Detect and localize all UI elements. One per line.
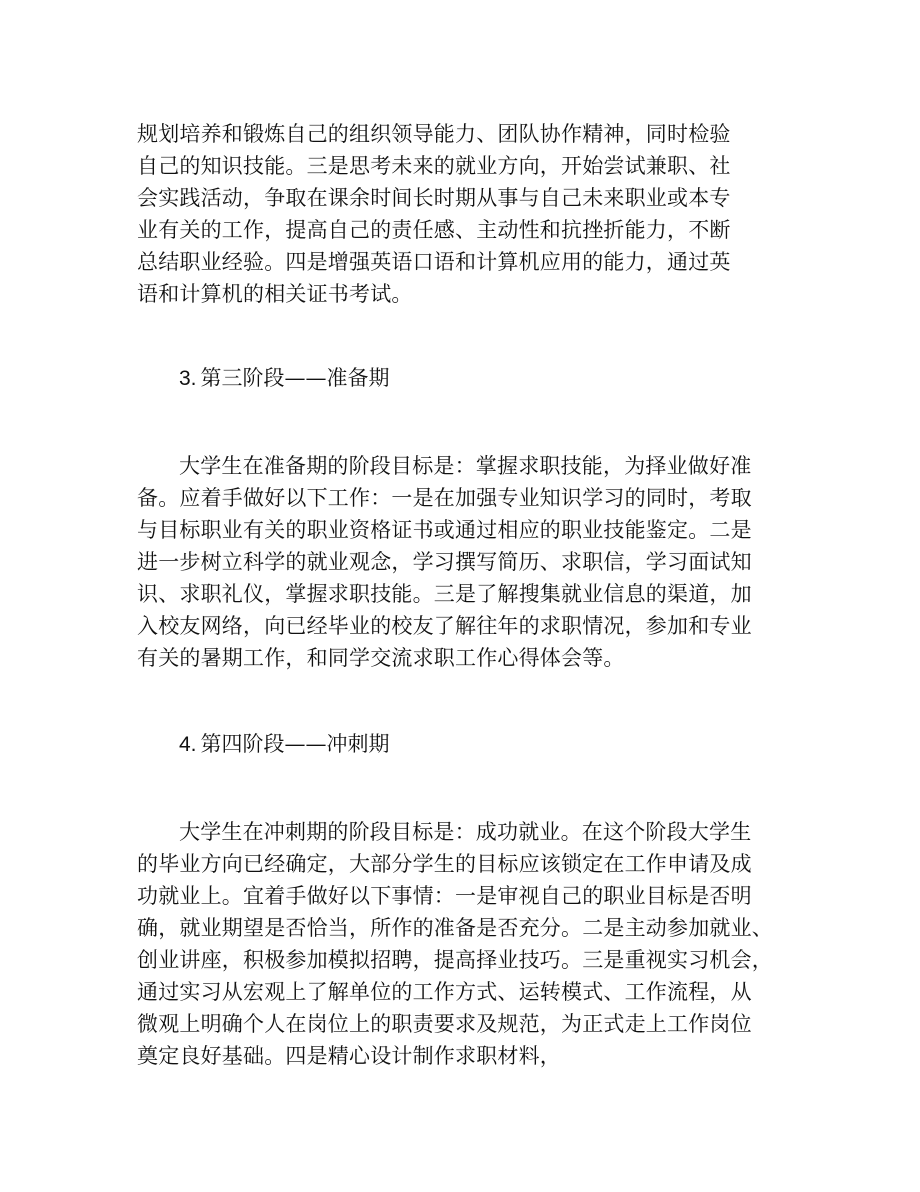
paragraph-line: 大学生在准备期的阶段目标是：掌握求职技能，为择业做好准 (179, 454, 752, 478)
heading-number: 4. (179, 733, 197, 756)
paragraph-line: 创业讲座，积极参加模拟招聘，提高择业技巧。三是重视实习机会， (137, 948, 773, 972)
paragraph-line: 通过实习从宏观上了解单位的工作方式、运转模式、工作流程，从 (137, 980, 752, 1004)
paragraph-line: 奠定良好基础。四是精心设计制作求职材料， (137, 1044, 561, 1068)
paragraph-line: 微观上明确个人在岗位上的职责要求及规范，为正式走上工作岗位 (137, 1012, 752, 1036)
paragraph-line: 与目标职业有关的职业资格证书或通过相应的职业技能鉴定。二是 (137, 518, 752, 542)
paragraph-line: 业有关的工作，提高自己的责任感、主动性和抗挫折能力，不断 (137, 218, 731, 242)
paragraph-line: 识、求职礼仪，掌握求职技能。三是了解搜集就业信息的渠道，加 (137, 582, 752, 606)
heading-number: 3. (179, 367, 197, 390)
section-heading-3 (179, 362, 390, 395)
paragraph-line: 规划培养和锻炼自己的组织领导能力、团队协作精神，同时检验 (137, 122, 731, 146)
paragraph-line: 会实践活动，争取在课余时间长时期从事与自己未来职业或本专 (137, 186, 731, 210)
paragraph-line: 自己的知识技能。三是思考未来的就业方向，开始尝试兼职、社 (137, 154, 731, 178)
paragraph-line: 语和计算机的相关证书考试。 (137, 282, 413, 306)
section-heading-4 (179, 728, 390, 761)
heading-text: 第四阶段——冲刺期 (200, 732, 390, 756)
paragraph-line: 确，就业期望是否恰当，所作的准备是否充分。二是主动参加就业、 (137, 916, 773, 940)
heading-text: 第三阶段——准备期 (200, 366, 390, 390)
paragraph-line: 有关的暑期工作，和同学交流求职工作心得体会等。 (137, 646, 625, 670)
paragraph-line: 入校友网络，向已经毕业的校友了解往年的求职情况，参加和专业 (137, 614, 752, 638)
paragraph-line: 大学生在冲刺期的阶段目标是：成功就业。在这个阶段大学生 (179, 820, 752, 844)
paragraph-line: 的毕业方向已经确定，大部分学生的目标应该锁定在工作申请及成 (137, 852, 752, 876)
paragraph-line: 总结职业经验。四是增强英语口语和计算机应用的能力，通过英 (137, 250, 731, 274)
paragraph-line: 备。应着手做好以下工作：一是在加强专业知识学习的同时，考取 (137, 486, 752, 510)
paragraph-line: 功就业上。宜着手做好以下事情：一是审视自己的职业目标是否明 (137, 884, 752, 908)
paragraph-line: 进一步树立科学的就业观念，学习撰写简历、求职信，学习面试知 (137, 550, 752, 574)
